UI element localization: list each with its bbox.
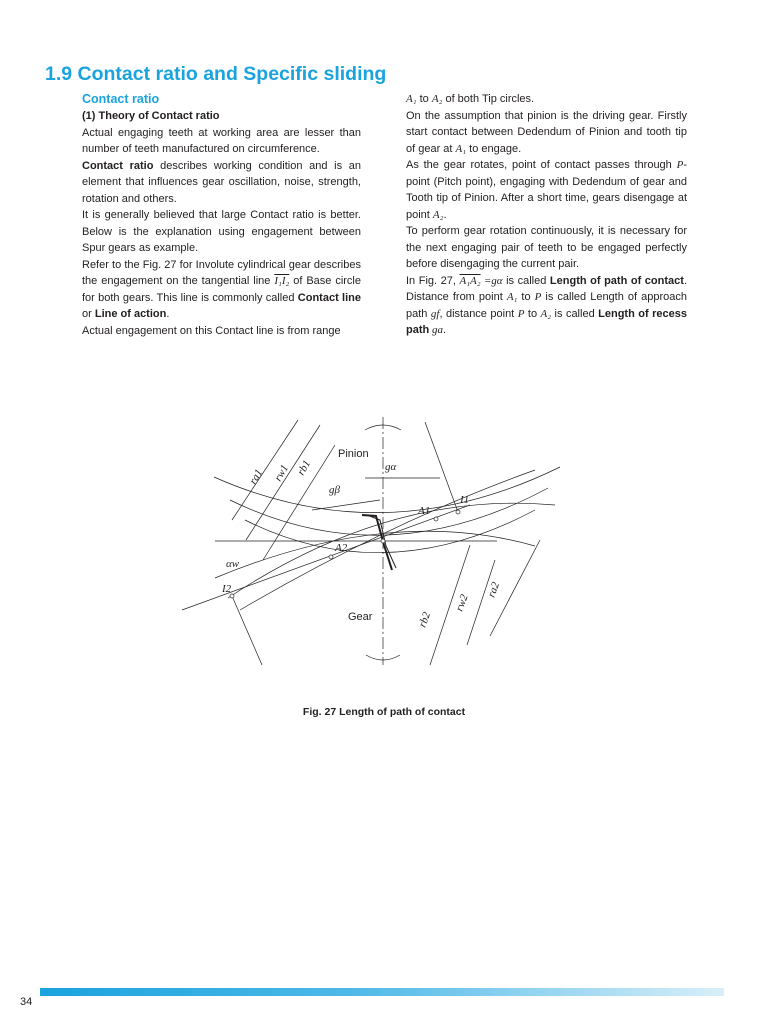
math-a2: A₂ <box>540 307 552 320</box>
label-rb1: rb1 <box>295 458 314 478</box>
i1-perpendicular <box>425 422 458 512</box>
radius-line-rw2 <box>467 560 495 645</box>
subsection-heading: Contact ratio <box>82 92 160 106</box>
text-run: or <box>82 308 95 320</box>
diagram-lines <box>182 417 560 665</box>
text-run: , distance point <box>439 307 518 320</box>
term-length-of-recess-path: Length of recess path <box>406 307 687 336</box>
text-run: of Base circle for both gears. This line is commonly called <box>82 275 361 304</box>
label-alpha-w: αw <box>226 558 240 570</box>
paragraph: Actual engaging teeth at working area are lesser than number of teeth manufactured on circumference. <box>82 126 361 155</box>
i2-perpendicular <box>232 596 262 665</box>
text-run: . <box>443 208 447 221</box>
label-rb2: rb2 <box>416 610 434 630</box>
text-run: On the assumption that pinion is the driving gear. Firstly start contact between Dedendum of Pinion and tooth tip of gear at <box>406 109 687 155</box>
footer-accent-bar <box>40 988 724 996</box>
math-p: P <box>676 159 684 171</box>
gear-tip-circle <box>215 531 535 578</box>
text-run: to <box>416 93 432 105</box>
text-run: . Distance from point <box>406 274 687 303</box>
math-a1: A₁ <box>455 142 467 155</box>
text-run: is called <box>502 274 550 287</box>
label-rw1: rw1 <box>272 462 292 484</box>
paragraph: Actual engagement on this Contact line is from range <box>82 324 341 337</box>
label-rw2: rw2 <box>453 592 471 614</box>
label-gear: Gear <box>348 611 373 623</box>
subsubsection-heading: (1) Theory of Contact ratio <box>82 110 220 122</box>
point-a1 <box>434 517 438 521</box>
text-run: of both Tip circles. <box>442 93 535 105</box>
text-run: to <box>517 291 535 303</box>
label-i2: I2 <box>222 583 232 595</box>
text-run: is called Length of approach path <box>406 291 687 320</box>
label-ra1: ra1 <box>247 467 266 487</box>
text-run: to engage. <box>466 142 522 155</box>
text-run: . <box>442 324 447 336</box>
text-run: describes working condition and is an element that influences gear oscillation, noise, strength, rotation and others. <box>82 159 361 205</box>
term-line-of-action: Line of action <box>94 308 167 320</box>
math-g-f: gf <box>430 307 440 320</box>
point-a2 <box>329 555 333 559</box>
text-run: As the gear rotates, point of contact passes through <box>406 159 677 171</box>
label-a1: A1 <box>418 505 431 517</box>
term-length-of-path-of-contact: Length of path of contact <box>549 274 684 287</box>
term-contact-ratio: Contact ratio <box>82 159 154 172</box>
paragraph: To perform gear rotation continuously, it is necessary for the next engaging pair of teeth to be engaged perfectly before disengaging the current pair. <box>406 225 687 270</box>
paragraph: It is generally believed that large Contact ratio is better. Below is the explanation using engagement between Spur gears as example. <box>82 209 361 254</box>
text-run: . <box>166 308 170 320</box>
text-run: to <box>524 307 541 320</box>
pinion-pitch-circle <box>230 488 548 535</box>
text-run: Refer to the Fig. 27 for Involute cylindrical gear describes the engagement on the tangential line <box>82 258 361 287</box>
math-p: P <box>517 307 525 320</box>
math-a2: A₂ <box>432 208 444 221</box>
g-beta-dimension <box>312 500 380 510</box>
term-contact-line: Contact line <box>297 291 361 304</box>
label-g-alpha: gα <box>385 461 397 473</box>
text-run: In Fig. 27, <box>406 274 460 287</box>
math-line-a1a2: A₁A₂ <box>459 274 481 287</box>
text-run: is called <box>551 307 599 320</box>
label-pinion: Pinion <box>338 448 369 460</box>
point-i1 <box>456 510 460 514</box>
pitch-point <box>381 539 385 543</box>
label-g-beta: gβ <box>329 484 340 496</box>
section-title: 1.9 Contact ratio and Specific sliding <box>45 63 387 85</box>
page-number: 34 <box>20 996 33 1008</box>
math-p: P <box>534 291 542 303</box>
gear-pitch-circle <box>228 503 555 598</box>
pinion-tip-circle <box>214 467 560 513</box>
text-run: -point (Pitch point), engaging with Dedendum of gear and Tooth tip of Pinion. After a short time, gears disengage at point <box>406 159 687 221</box>
pinion-base-circle <box>245 510 535 553</box>
label-i1: I1 <box>460 494 470 506</box>
label-ra2: ra2 <box>485 580 503 600</box>
math-g-alpha: =gα <box>480 274 503 287</box>
figure-caption: Fig. 27 Length of path of contact <box>302 706 466 718</box>
diagram-points <box>230 510 460 598</box>
math-a1: A₁ <box>506 291 518 303</box>
math-a1: A₁ <box>406 93 417 105</box>
label-a2: A2 <box>335 542 348 554</box>
math-g-a: ga <box>429 324 443 336</box>
math-line-i1i2: I₁I₂ <box>274 275 290 287</box>
math-a2: A₂ <box>431 93 443 105</box>
